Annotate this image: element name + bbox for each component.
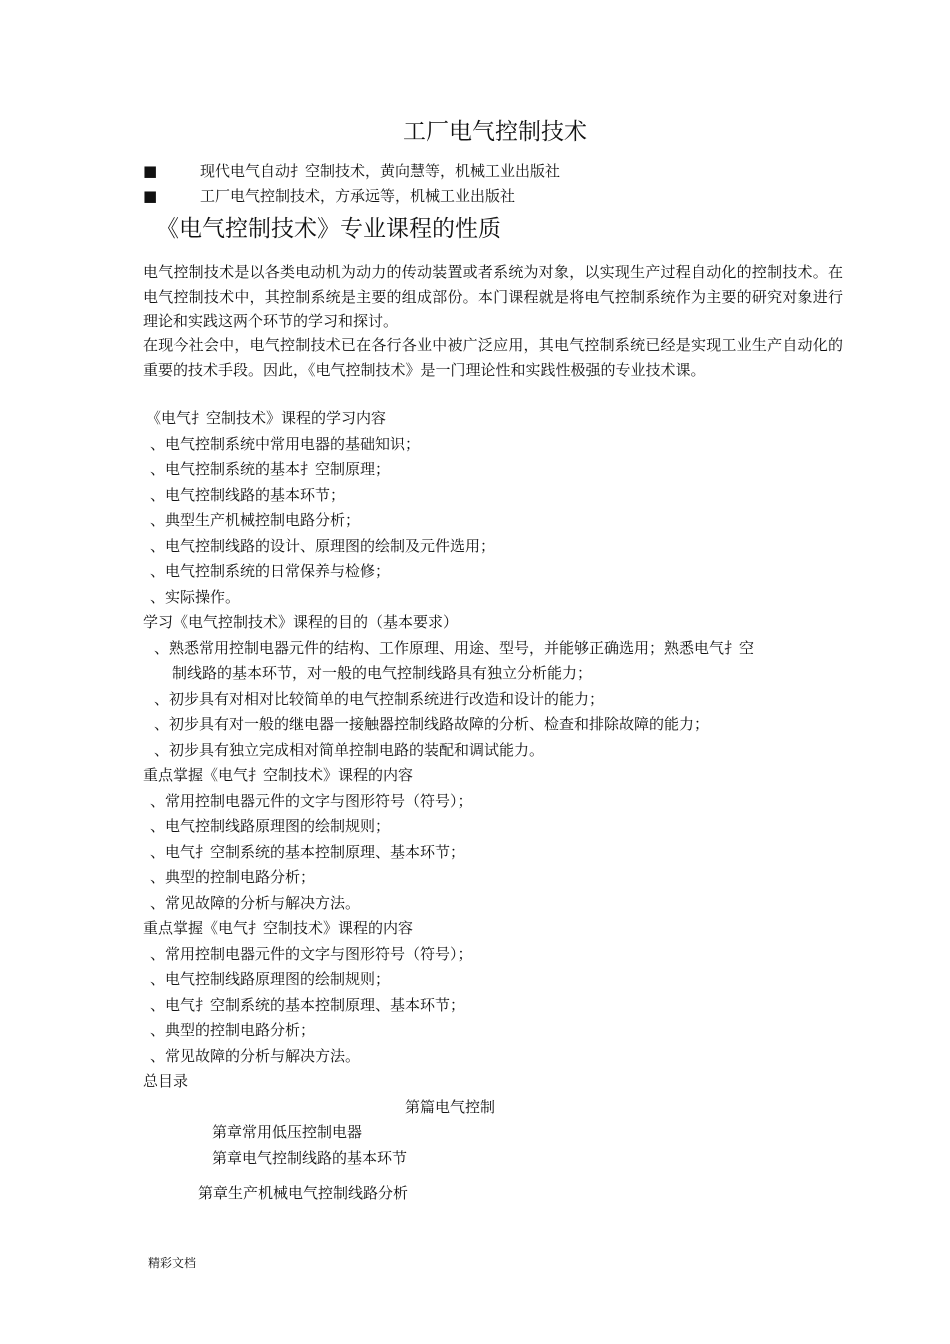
paragraph: 电气控制技术是以各类电动机为动力的传动装置或者系统为对象，以实现生产过程自动化的控制技术。在电气控制技术中，其控制系统是主要的组成部份。本门课程就是将电气控制系统作为主要的研究对象进行理论和实践这两个环节的学习和探讨。 [143, 263, 843, 330]
list-item: 、常见故障的分析与解决方法。 [150, 894, 361, 912]
toc-chapter: 第章生产机械电气控制线路分析 [198, 1184, 409, 1202]
goals-heading: 学习《电气控制技术》课程的目的（基本要求） [143, 613, 459, 631]
list-item: 、电气控制线路的设计、原理图的绘制及元件选用； [150, 537, 496, 555]
list-item: 、电气控制线路原理图的绘制规则； [150, 817, 391, 835]
list-item: 、电气控制线路原理图的绘制规则； [150, 970, 391, 988]
toc-chapter: 第章电气控制线路的基本环节 [212, 1149, 408, 1167]
content-heading: 《电气扌空制技术》课程的学习内容 [146, 409, 387, 427]
list-item: 、电气控制线路的基本环节； [150, 486, 346, 504]
list-item: 、常见故障的分析与解决方法。 [150, 1047, 361, 1065]
list-item: 、常用控制电器元件的文字与图形符号（符号）； [150, 945, 473, 963]
toc-heading: 总目录 [143, 1072, 189, 1090]
paragraph: 在现今社会中，电气控制技术已在各行各业中被广泛应用，其电气控制系统已经是实现工业生产自动化的重要的技术手段。因此，《电气控制技术》是一门理论性和实践性极强的专业技术课。 [143, 336, 843, 379]
list-item: 、熟悉常用控制电器元件的结构、工作原理、用途、型号，并能够正确选用；熟悉电气扌空 [154, 639, 755, 657]
list-item: 、电气扌空制系统的基本控制原理、基本环节； [150, 843, 466, 861]
key-heading: 重点掌握《电气扌空制技术》课程的内容 [143, 919, 414, 937]
list-item: 、典型的控制电路分析； [150, 868, 316, 886]
bullet-marker: ■ [143, 187, 158, 205]
list-item: 、典型生产机械控制电路分析； [150, 511, 361, 529]
document-title: 工厂电气控制技术 [403, 119, 587, 145]
list-item-continuation: 制线路的基本环节，对一般的电气控制线路具有独立分析能力； [172, 664, 593, 682]
list-item: 、典型的控制电路分析； [150, 1021, 316, 1039]
reference-item: 现代电气自动扌空制技术，黄向慧等，机械工业出版社 [200, 162, 561, 180]
list-item: 、电气控制系统的日常保养与检修； [150, 562, 391, 580]
list-item: 、实际操作。 [150, 588, 241, 606]
section-heading: 《电气控制技术》专业课程的性质 [156, 216, 501, 242]
toc-part: 第篇电气控制 [404, 1098, 495, 1116]
list-item: 、电气扌空制系统的基本控制原理、基本环节； [150, 996, 466, 1014]
list-item: 、常用控制电器元件的文字与图形符号（符号）； [150, 792, 473, 810]
footer-note: 精彩文档 [148, 1256, 197, 1270]
reference-item: 工厂电气控制技术，方承远等，机械工业出版社 [200, 187, 516, 205]
list-item: 、电气控制系统中常用电器的基础知识； [150, 435, 421, 453]
list-item: 、初步具有对相对比较简单的电气控制系统进行改造和设计的能力； [154, 690, 605, 708]
bullet-marker: ■ [143, 162, 158, 180]
list-item: 、电气控制系统的基本扌空制原理； [150, 460, 391, 478]
key-heading: 重点掌握《电气扌空制技术》课程的内容 [143, 766, 414, 784]
toc-chapter: 第章常用低压控制电器 [212, 1123, 363, 1141]
list-item: 、初步具有对一般的继电器一接触器控制线路故障的分析、检查和排除故障的能力； [154, 715, 710, 733]
list-item: 、初步具有独立完成相对简单控制电路的装配和调试能力。 [154, 741, 545, 759]
